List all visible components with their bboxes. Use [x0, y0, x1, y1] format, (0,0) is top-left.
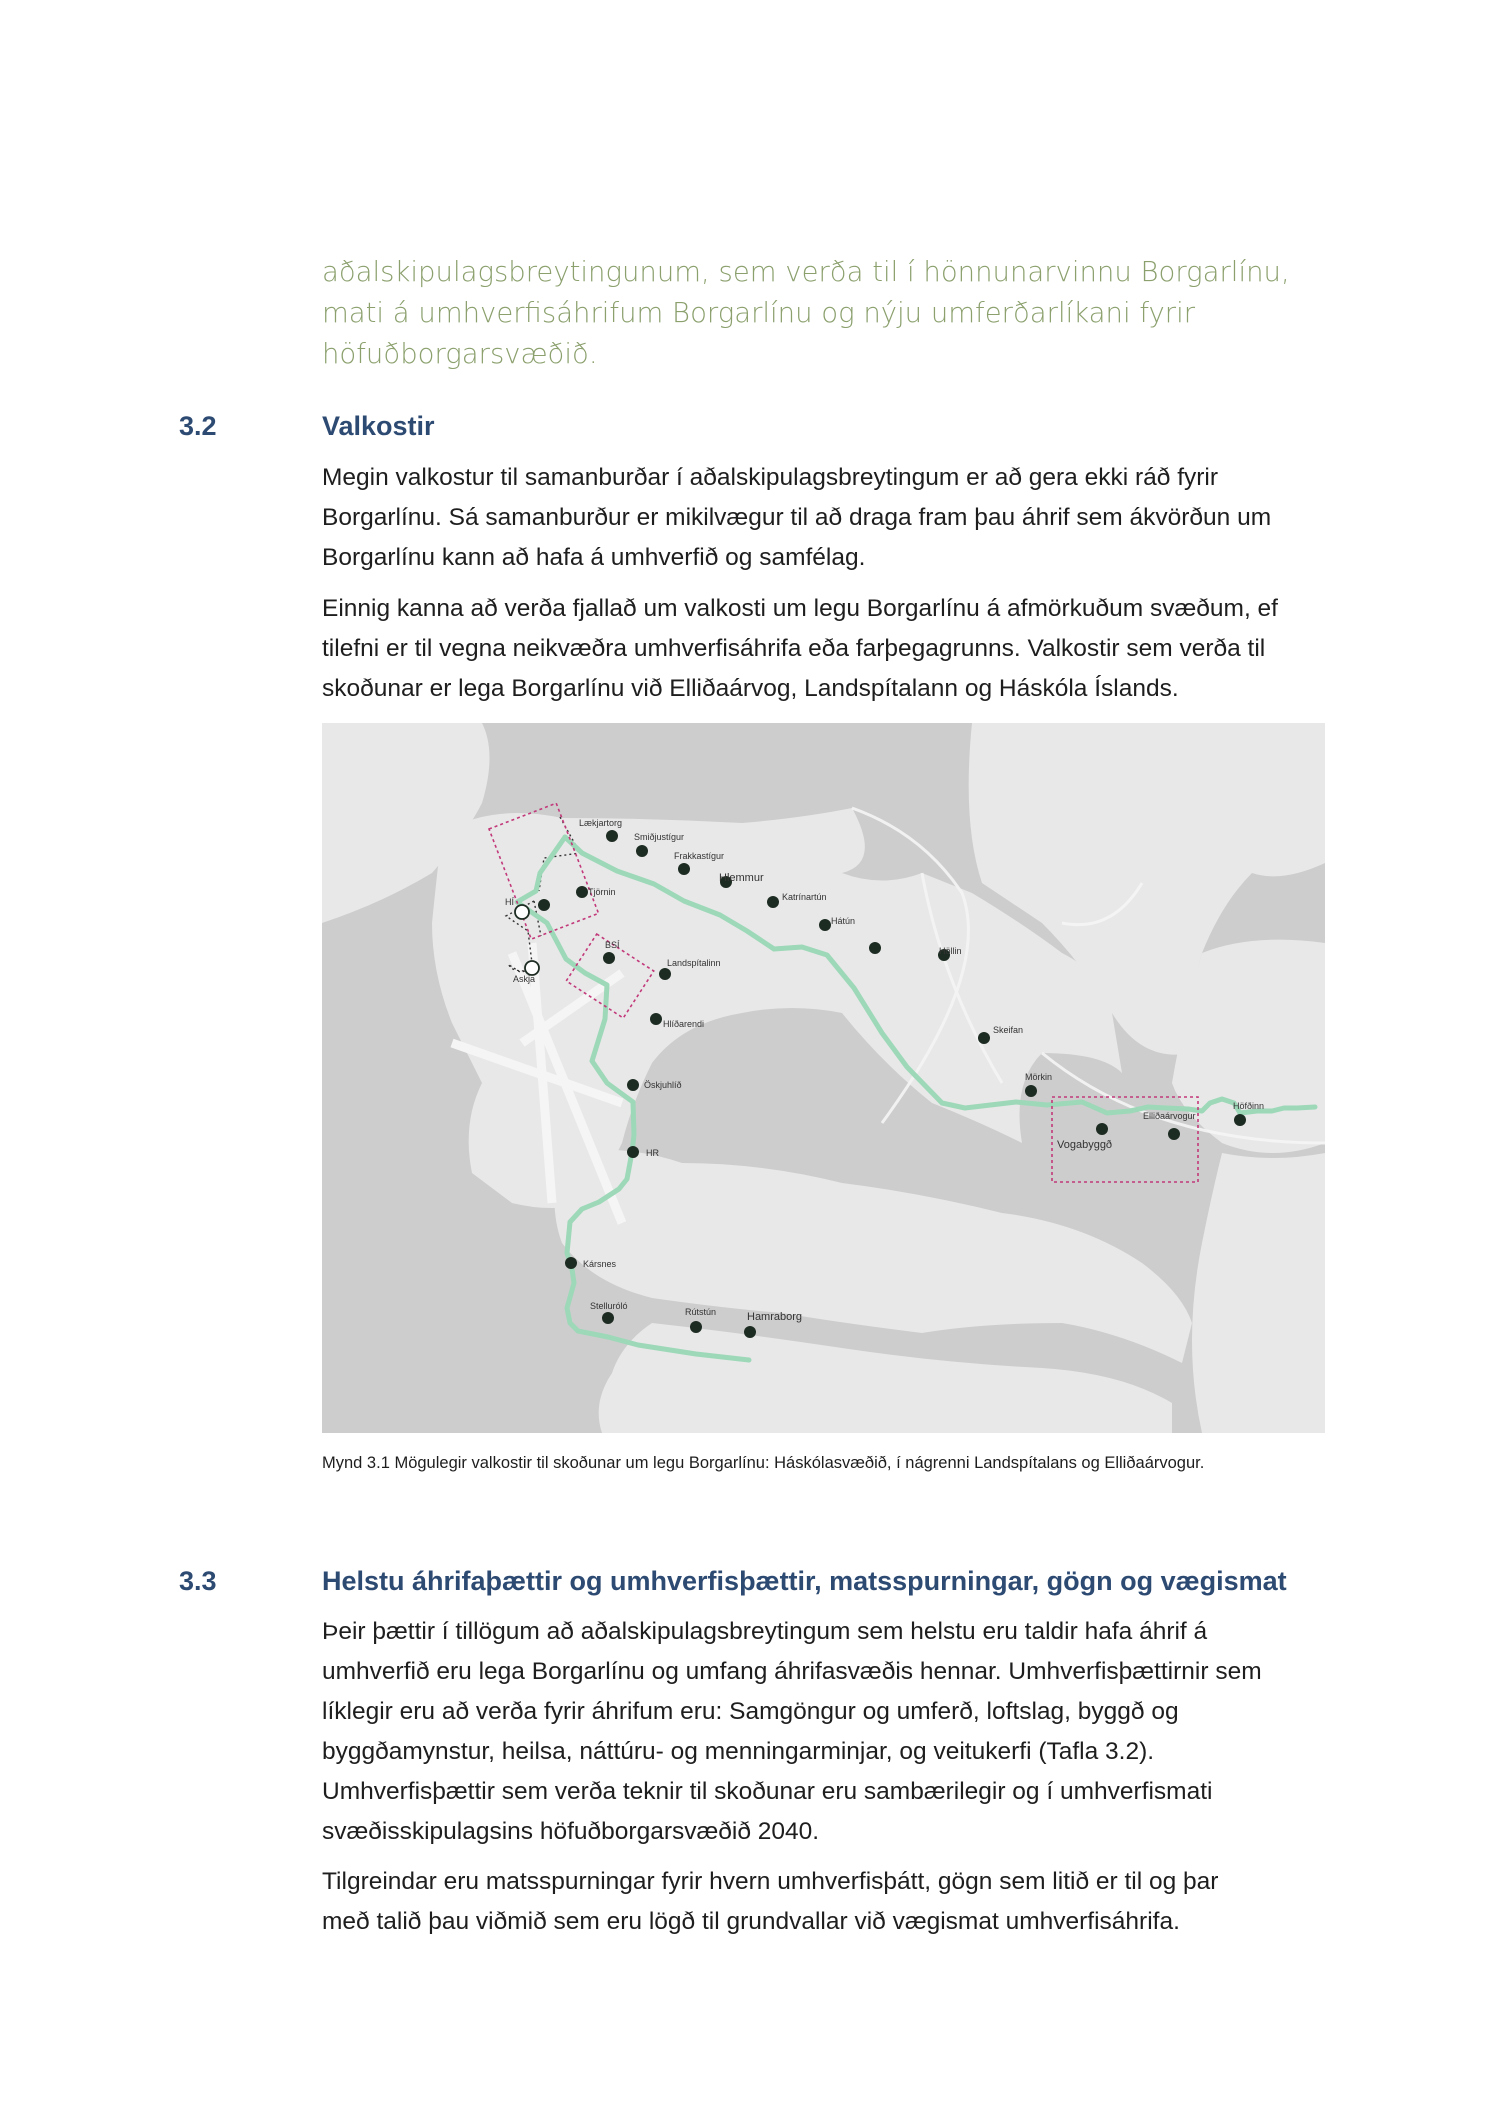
label-hamraborg: Hamraborg [747, 1311, 803, 1323]
label-hofdinn: Höfðinn [1233, 1101, 1265, 1111]
paragraph [322, 1862, 1332, 1942]
stop-hofdinn [1234, 1114, 1246, 1126]
intro-paragraph [322, 252, 1322, 375]
stop-karsnes [565, 1257, 577, 1269]
text-line: Borgarlínu. Sá samanburður er mikilvægur til að draga fram þau áhrif sem ákvörðun um [322, 504, 1272, 531]
stop-laekjartorg [606, 830, 618, 842]
stop-hi-open [515, 905, 529, 919]
text-line: skoðunar er lega Borgarlínu við Elliðaárvog, Landspítalann og Háskóla Íslands. [322, 675, 1179, 702]
label-askja: Askja [513, 974, 536, 984]
section-title: Valkostir [322, 411, 435, 441]
stop-morkin [1025, 1085, 1037, 1097]
stop-smidjustigur [636, 845, 648, 857]
stop-skeifan [978, 1032, 990, 1044]
label-hr: HR [646, 1148, 659, 1158]
stop-vogabyggd [1096, 1123, 1108, 1135]
stop-askja-open [525, 961, 539, 975]
text-line: Þeir þættir í tillögum að aðalskipulagsbreytingum sem helstu eru taldir hafa áhrif á [322, 1618, 1208, 1645]
label-vogabyggd: Vogabyggð [1057, 1139, 1113, 1151]
label-oskjuhlid: Öskjuhlíð [644, 1080, 682, 1090]
label-ellidaarvogur: Elliðaárvogur [1143, 1111, 1196, 1121]
label-hollin: Höllin [939, 946, 962, 956]
label-hi: HÍ [505, 897, 514, 907]
stop-hr [627, 1146, 639, 1158]
stop-hlidarendi [650, 1013, 662, 1025]
stop-hi [538, 899, 550, 911]
borgarlina-route-map [322, 723, 1325, 1433]
label-stelluroló: Stelluróló [590, 1301, 628, 1311]
stop-hatun [819, 919, 831, 931]
stop-bsi [603, 952, 615, 964]
section-title: Helstu áhrifaþættir og umhverfisþættir, matsspurningar, gögn og vægismat [322, 1566, 1287, 1596]
stop-hamraborg [744, 1326, 756, 1338]
label-hatun: Hátún [831, 916, 856, 926]
text-line: byggðamynstur, heilsa, náttúru- og menningarminjar, og veitukerfi (Tafla 3.2). [322, 1738, 1155, 1765]
text-line: Megin valkostur til samanburðar í aðalskipulagsbreytingum er að gera ekki ráð fyrir [322, 464, 1219, 491]
label-frakkastigur: Frakkastígur [674, 851, 725, 861]
text-line: Einnig kanna að verða fjallað um valkosti um legu Borgarlínu á afmörkuðum svæðum, ef [322, 595, 1278, 622]
label-laekjartorg: Lækjartorg [579, 818, 623, 828]
label-katrinartun: Katrínartún [782, 892, 827, 902]
label-morkin: Mörkin [1025, 1072, 1053, 1082]
intro-line: mati á umhverfisáhrifum Borgarlínu og nýju umferðarlíkani fyrir [322, 297, 1196, 329]
stop-stelluroló [602, 1312, 614, 1324]
text-line: Borgarlínu kann að hafa á umhverfið og samfélag. [322, 544, 866, 571]
text-line: tilefni er til vegna neikvæðra umhverfisáhrifa eða farþegagrunns. Valkostir sem verða til [322, 635, 1266, 662]
label-karsnes: Kársnes [583, 1259, 617, 1269]
paragraph [322, 589, 1332, 709]
section-number: 3.3 [179, 1566, 217, 1596]
stop-tjornin [576, 886, 588, 898]
label-smidjustigur: Smiðjustígur [634, 832, 685, 842]
stop-katrinartun [767, 896, 779, 908]
label-bsi: BSÍ [605, 940, 620, 950]
intro-line: aðalskipulagsbreytingunum, sem verða til í hönnunarvinnu Borgarlínu, [322, 256, 1290, 288]
label-skeifan: Skeifan [993, 1025, 1024, 1035]
label-tjornin: Tjörnin [588, 887, 616, 897]
section-number: 3.2 [179, 411, 217, 441]
text-line: líklegir eru að verða fyrir áhrifum eru: Samgöngur og umferð, loftslag, byggð og [322, 1698, 1179, 1725]
label-hlidarendi: Hlíðarendi [663, 1019, 705, 1029]
label-landspitalinn: Landspítalinn [667, 958, 721, 968]
stop-rutstun [690, 1321, 702, 1333]
stop-oskjuhlid [627, 1079, 639, 1091]
stop-ellidaarvogur [1168, 1128, 1180, 1140]
text-line: með talið þau viðmið sem eru lögð til grundvallar við vægismat umhverfisáhrifa. [322, 1908, 1180, 1935]
stop-frakkastigur [678, 863, 690, 875]
stop-hollin [869, 942, 881, 954]
paragraph [322, 458, 1332, 578]
text-line: svæðisskipulagsins höfuðborgarsvæðið 2040. [322, 1818, 820, 1845]
figure-caption: Mynd 3.1 Mögulegir valkostir til skoðunar um legu Borgarlínu: Háskólasvæðið, í nágrenni Landspítalans og Elliðaárvogur. [322, 1454, 1205, 1472]
text-line: umhverfið eru lega Borgarlínu og umfang áhrifasvæðis hennar. Umhverfisþættirnir sem [322, 1658, 1262, 1685]
paragraph [322, 1612, 1332, 1852]
label-hlemmur: Hlemmur [719, 872, 764, 884]
intro-line: höfuðborgarsvæðið. [322, 338, 598, 370]
stop-landspitalinn [659, 968, 671, 980]
text-line: Tilgreindar eru matsspurningar fyrir hvern umhverfisþátt, gögn sem litið er til og þar [322, 1868, 1219, 1895]
label-rutstun: Rútstún [685, 1307, 717, 1317]
text-line: Umhverfisþættir sem verða teknir til skoðunar eru sambærilegir og í umhverfismati [322, 1778, 1213, 1805]
